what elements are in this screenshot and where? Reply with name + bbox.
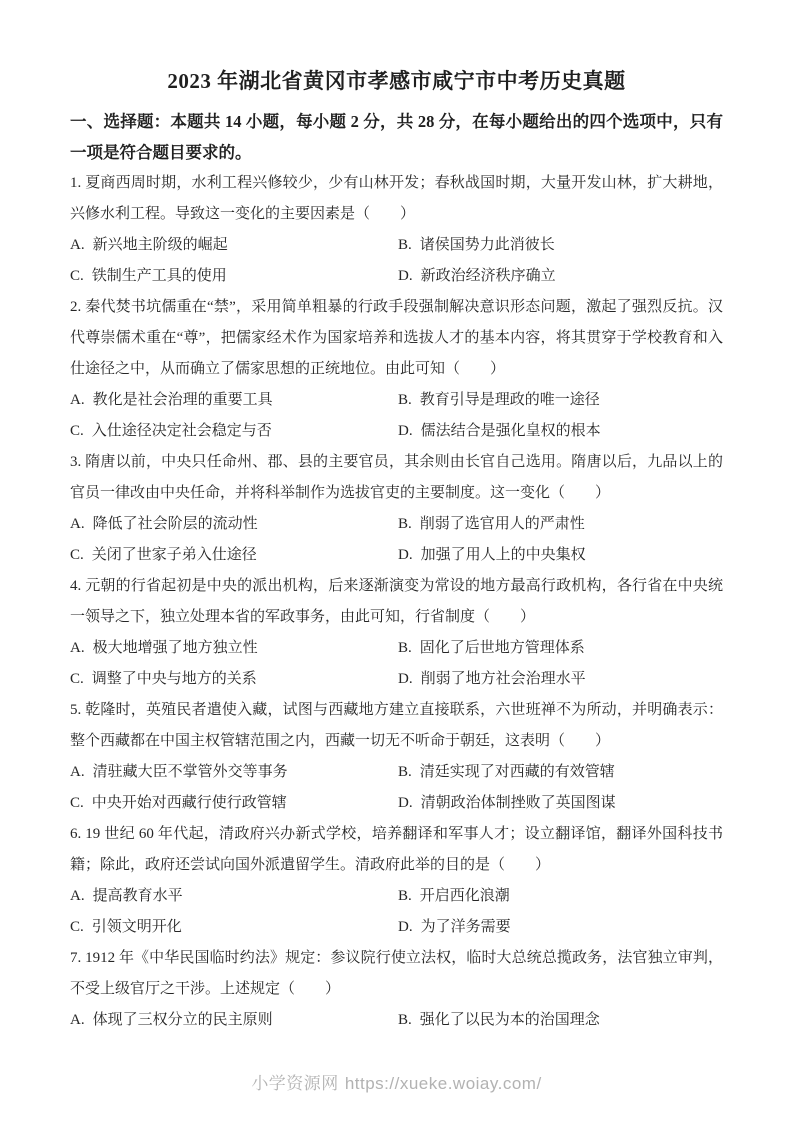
- question-5-option-d: [398, 788, 723, 819]
- question-4-option-b: [398, 633, 723, 664]
- option-text: 为了洋务需要: [420, 919, 511, 935]
- question-2-options-row-2: [70, 416, 723, 447]
- question-2-option-b: [398, 385, 723, 416]
- question-4-option-c: [70, 664, 398, 695]
- question-5-option-c: [70, 788, 398, 819]
- option-text: 儒法结合是强化皇权的根本: [420, 423, 601, 439]
- question-3-options-row-2: [70, 540, 723, 571]
- footer-url: https://xueke.woiay.com/: [344, 1074, 542, 1093]
- question-2-option-a: [70, 385, 398, 416]
- option-label: D.: [398, 671, 413, 687]
- question-1-option-d: [398, 261, 723, 292]
- question-5-options-row-2: [70, 788, 723, 819]
- question-6-option-d: [398, 912, 723, 943]
- option-label: B.: [398, 640, 412, 656]
- question-7-option-a: [70, 1005, 398, 1036]
- option-label: A.: [70, 237, 85, 253]
- question-7-stem: 7. 1912 年《中华民国临时约法》规定：参议院行使立法权，临时大总统总揽政务，法官独立审判，不受上级官厅之干涉。上述规定（ ）: [70, 950, 723, 997]
- footer-watermark: [0, 1069, 793, 1094]
- question-3-option-d: [398, 540, 723, 571]
- question-1-option-a: [70, 230, 398, 261]
- option-text: 入仕途径决定社会稳定与否: [91, 423, 272, 439]
- question-6-options-row-2: [70, 912, 723, 943]
- option-text: 加强了用人上的中央集权: [420, 547, 586, 563]
- question-1-options-row-2: [70, 261, 723, 292]
- question-1-option-b: [398, 230, 723, 261]
- option-label: B.: [398, 516, 412, 532]
- option-label: D.: [398, 795, 413, 811]
- question-5-stem: 5. 乾隆时，英殖民者遣使入藏，试图与西藏地方建立直接联系，六世班禅不为所动，并明确表示：整个西藏都在中国主权管辖范围之内，西藏一切无不听命于朝廷，这表明（ ）: [70, 702, 723, 749]
- option-text: 削弱了地方社会治理水平: [420, 671, 586, 687]
- option-label: A.: [70, 640, 85, 656]
- option-label: B.: [398, 1012, 412, 1028]
- question-7-options-row-1: [70, 1005, 723, 1036]
- option-text: 体现了三权分立的民主原则: [92, 1012, 273, 1028]
- option-label: B.: [398, 764, 412, 780]
- option-label: A.: [70, 516, 85, 532]
- question-6-option-c: [70, 912, 398, 943]
- option-text: 诸侯国势力此消彼长: [419, 237, 555, 253]
- option-text: 清廷实现了对西藏的有效管辖: [419, 764, 615, 780]
- question-5-option-a: [70, 757, 398, 788]
- option-text: 极大地增强了地方独立性: [92, 640, 258, 656]
- question-2-stem: 2. 秦代焚书坑儒重在“禁”，采用简单粗暴的行政手段强制解决意识形态问题，激起了强烈反抗。汉代尊崇儒术重在“尊”，把儒家经术作为国家培养和选拔人才的基本内容，将其贯穿于学校教育和入仕途径之中，从而确立了儒家思想的正统地位。由此可知（ ）: [70, 299, 723, 377]
- question-7: [70, 943, 723, 1036]
- option-text: 引领文明开化: [91, 919, 182, 935]
- option-label: D.: [398, 268, 413, 284]
- question-4-options-row-1: [70, 633, 723, 664]
- question-1-stem: 1. 夏商西周时期，水利工程兴修较少，少有山林开发；春秋战国时期，大量开发山林，扩大耕地，兴修水利工程。导致这一变化的主要因素是（ ）: [70, 175, 723, 222]
- option-text: 开启西化浪潮: [419, 888, 510, 904]
- question-1-options-row-1: [70, 230, 723, 261]
- option-label: A.: [70, 888, 85, 904]
- option-label: A.: [70, 392, 85, 408]
- question-6-option-b: [398, 881, 723, 912]
- question-2-options-row-1: [70, 385, 723, 416]
- option-text: 清驻藏大臣不掌管外交等事务: [92, 764, 288, 780]
- question-4-options-row-2: [70, 664, 723, 695]
- option-text: 清朝政治体制挫败了英国图谋: [420, 795, 616, 811]
- option-text: 教育引导是理政的唯一途径: [419, 392, 600, 408]
- option-label: A.: [70, 764, 85, 780]
- question-3-option-b: [398, 509, 723, 540]
- question-5-option-b: [398, 757, 723, 788]
- option-label: A.: [70, 1012, 85, 1028]
- option-label: D.: [398, 423, 413, 439]
- option-label: C.: [70, 268, 84, 284]
- option-text: 中央开始对西藏行使行政管辖: [91, 795, 287, 811]
- question-3-stem: 3. 隋唐以前，中央只任命州、郡、县的主要官员，其余则由长官自己选用。隋唐以后，九品以上的官员一律改由中央任命，并将科举制作为选拔官吏的主要制度。这一变化（ ）: [70, 454, 723, 501]
- question-7-option-b: [398, 1005, 723, 1036]
- question-2: [70, 292, 723, 447]
- option-label: B.: [398, 392, 412, 408]
- page-title: 2023 年湖北省黄冈市孝感市咸宁市中考历史真题: [167, 69, 626, 93]
- question-3-option-c: [70, 540, 398, 571]
- option-text: 降低了社会阶层的流动性: [92, 516, 258, 532]
- option-label: B.: [398, 888, 412, 904]
- option-text: 调整了中央与地方的关系: [91, 671, 257, 687]
- question-2-option-d: [398, 416, 723, 447]
- footer-site-name: 小学资源网: [251, 1074, 339, 1093]
- option-label: C.: [70, 795, 84, 811]
- question-3: [70, 447, 723, 571]
- question-2-option-c: [70, 416, 398, 447]
- question-1: [70, 168, 723, 292]
- option-text: 固化了后世地方管理体系: [419, 640, 585, 656]
- question-3-option-a: [70, 509, 398, 540]
- option-label: C.: [70, 423, 84, 439]
- question-6-option-a: [70, 881, 398, 912]
- option-label: B.: [398, 237, 412, 253]
- section-heading: 一、选择题：本题共 14 小题，每小题 2 分，共 28 分，在每小题给出的四个选项中，只有一项是符合题目要求的。: [70, 112, 723, 162]
- option-text: 强化了以民为本的治国理念: [419, 1012, 600, 1028]
- option-text: 铁制生产工具的使用: [91, 268, 227, 284]
- question-3-options-row-1: [70, 509, 723, 540]
- option-text: 新兴地主阶级的崛起: [92, 237, 228, 253]
- question-4-option-a: [70, 633, 398, 664]
- question-6-stem: 6. 19 世纪 60 年代起，清政府兴办新式学校，培养翻译和军事人才；设立翻译馆，翻译外国科技书籍；除此，政府还尝试向国外派遣留学生。清政府此举的目的是（ ）: [70, 826, 723, 873]
- question-5-options-row-1: [70, 757, 723, 788]
- question-4: [70, 571, 723, 695]
- question-6-options-row-1: [70, 881, 723, 912]
- option-label: D.: [398, 919, 413, 935]
- option-label: D.: [398, 547, 413, 563]
- question-4-option-d: [398, 664, 723, 695]
- question-1-option-c: [70, 261, 398, 292]
- question-6: [70, 819, 723, 943]
- option-label: C.: [70, 671, 84, 687]
- option-text: 削弱了选官用人的严肃性: [419, 516, 585, 532]
- question-5: [70, 695, 723, 819]
- option-text: 关闭了世家子弟入仕途径: [91, 547, 257, 563]
- option-text: 教化是社会治理的重要工具: [92, 392, 273, 408]
- option-label: C.: [70, 919, 84, 935]
- question-4-stem: 4. 元朝的行省起初是中央的派出机构，后来逐渐演变为常设的地方最高行政机构，各行省在中央统一领导之下，独立处理本省的军政事务，由此可知，行省制度（ ）: [70, 578, 723, 625]
- option-text: 新政治经济秩序确立: [420, 268, 556, 284]
- option-text: 提高教育水平: [92, 888, 183, 904]
- option-label: C.: [70, 547, 84, 563]
